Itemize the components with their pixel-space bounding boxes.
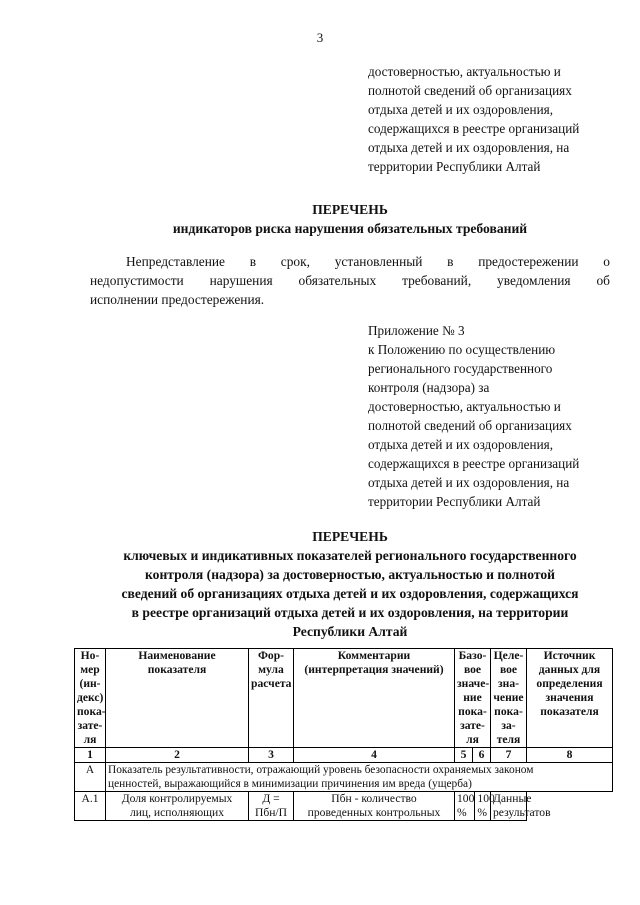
indicator-name: Доля контролируемых лиц, исполняющих (106, 792, 249, 821)
word: требований, (402, 273, 472, 288)
word: в (249, 254, 257, 269)
top-block-line: полнотой сведений об организациях (368, 83, 572, 98)
paragraph-line: исполнении предостережения. (90, 292, 265, 307)
row-index: А (75, 763, 106, 792)
word: нарушения (209, 273, 273, 288)
header-source: Источник данных для определения значения показателя (527, 649, 613, 748)
indicators-table (74, 648, 613, 821)
word: обязательных (298, 273, 377, 288)
appendix-line: контроля (надзора) за (368, 380, 490, 395)
top-block-line: достоверностью, актуальностью и (368, 64, 561, 79)
indicators-title-line: ключевых и индикативных показателей регионального государственного (123, 548, 577, 563)
header-name: Наименование показателя (106, 649, 249, 748)
word: установленный (334, 254, 423, 269)
risk-list-paragraph (90, 252, 610, 309)
indicators-title-line: ПЕРЕЧЕНЬ (312, 529, 388, 544)
header-target-value: Целе- вое зна- чение пока- за- теля (491, 649, 527, 748)
top-continuation-block (368, 62, 623, 176)
appendix-line: полнотой сведений об организациях (368, 418, 572, 433)
header-index: Но- мер (ин- декс) пока- зате- ля (75, 649, 106, 748)
word: в (447, 254, 454, 269)
appendix-line: территории Республики Алтай (368, 494, 541, 509)
header-formula: Фор- мула расчета (249, 649, 294, 748)
top-block-line: отдыха детей и их оздоровления, (368, 102, 554, 117)
top-block-line: отдыха детей и их оздоровления, на (368, 140, 570, 155)
word: уведомления (497, 273, 571, 288)
appendix-line: содержащихся в реестре организаций (368, 456, 580, 471)
header-base-value: Базо- вое значе- ние пока- зате- ля (455, 649, 491, 748)
indicators-title (60, 527, 640, 641)
appendix-block (368, 321, 623, 511)
indicator-base-target: 100 % 100 % (455, 792, 491, 821)
appendix-line: к Положению по осуществлению (368, 342, 556, 357)
paragraph-line (90, 252, 610, 271)
indicators-title-line: в реестре организаций отдыха детей и их оздоровления, на территории (131, 605, 569, 620)
top-block-line: территории Республики Алтай (368, 159, 541, 174)
indicator-comment: Пбн - количество проведенных контрольных (294, 792, 455, 821)
column-number: 3 (249, 748, 294, 763)
top-block-line: содержащихся в реестре организаций (368, 121, 580, 136)
paragraph-line (90, 271, 610, 290)
table-row-section-a (75, 763, 613, 792)
appendix-line: регионального государственного (368, 361, 553, 376)
column-number: 4 (294, 748, 455, 763)
word: недопустимости (90, 273, 184, 288)
header-comments: Комментарии (интерпретация значений) (294, 649, 455, 748)
word: предостережении (478, 254, 579, 269)
appendix-line: отдыха детей и их оздоровления, (368, 437, 554, 452)
indicator-source: Данные результатов (491, 792, 527, 821)
word: Непредставление (126, 254, 226, 269)
column-number: 5 6 (455, 748, 491, 763)
section-text: Показатель результативности, отражающий уровень безопасности охраняемых законом ценностей, выражающийся в минимизации причинения им вреда (ущерба) (106, 763, 613, 792)
indicator-formula: Д = Пбн/П (249, 792, 294, 821)
row-index: А.1 (75, 792, 106, 821)
indicators-title-line: Республики Алтай (292, 624, 408, 639)
appendix-line: Приложение № 3 (368, 323, 465, 338)
indicators-title-line: контроля (надзора) за достоверностью, актуальностью и полнотой (145, 567, 555, 582)
column-number: 1 (75, 748, 106, 763)
column-number: 8 (527, 748, 613, 763)
appendix-line: отдыха детей и их оздоровления, на (368, 475, 570, 490)
risk-list-subtitle: индикаторов риска нарушения обязательных требований (172, 221, 528, 236)
indicators-title-line: сведений об организациях отдыха детей и их оздоровления, содержащихся (121, 586, 579, 601)
word: срок, (280, 254, 310, 269)
page-number: 3 (316, 30, 324, 45)
table-row-a1 (75, 792, 613, 821)
column-number: 2 (106, 748, 249, 763)
column-number: 7 (491, 748, 527, 763)
table-header-row (75, 649, 613, 748)
word: о (603, 254, 610, 269)
column-number-row (75, 748, 613, 763)
word: об (596, 273, 610, 288)
risk-list-title: ПЕРЕЧЕНЬ (312, 202, 388, 217)
appendix-line: достоверностью, актуальностью и (368, 399, 561, 414)
